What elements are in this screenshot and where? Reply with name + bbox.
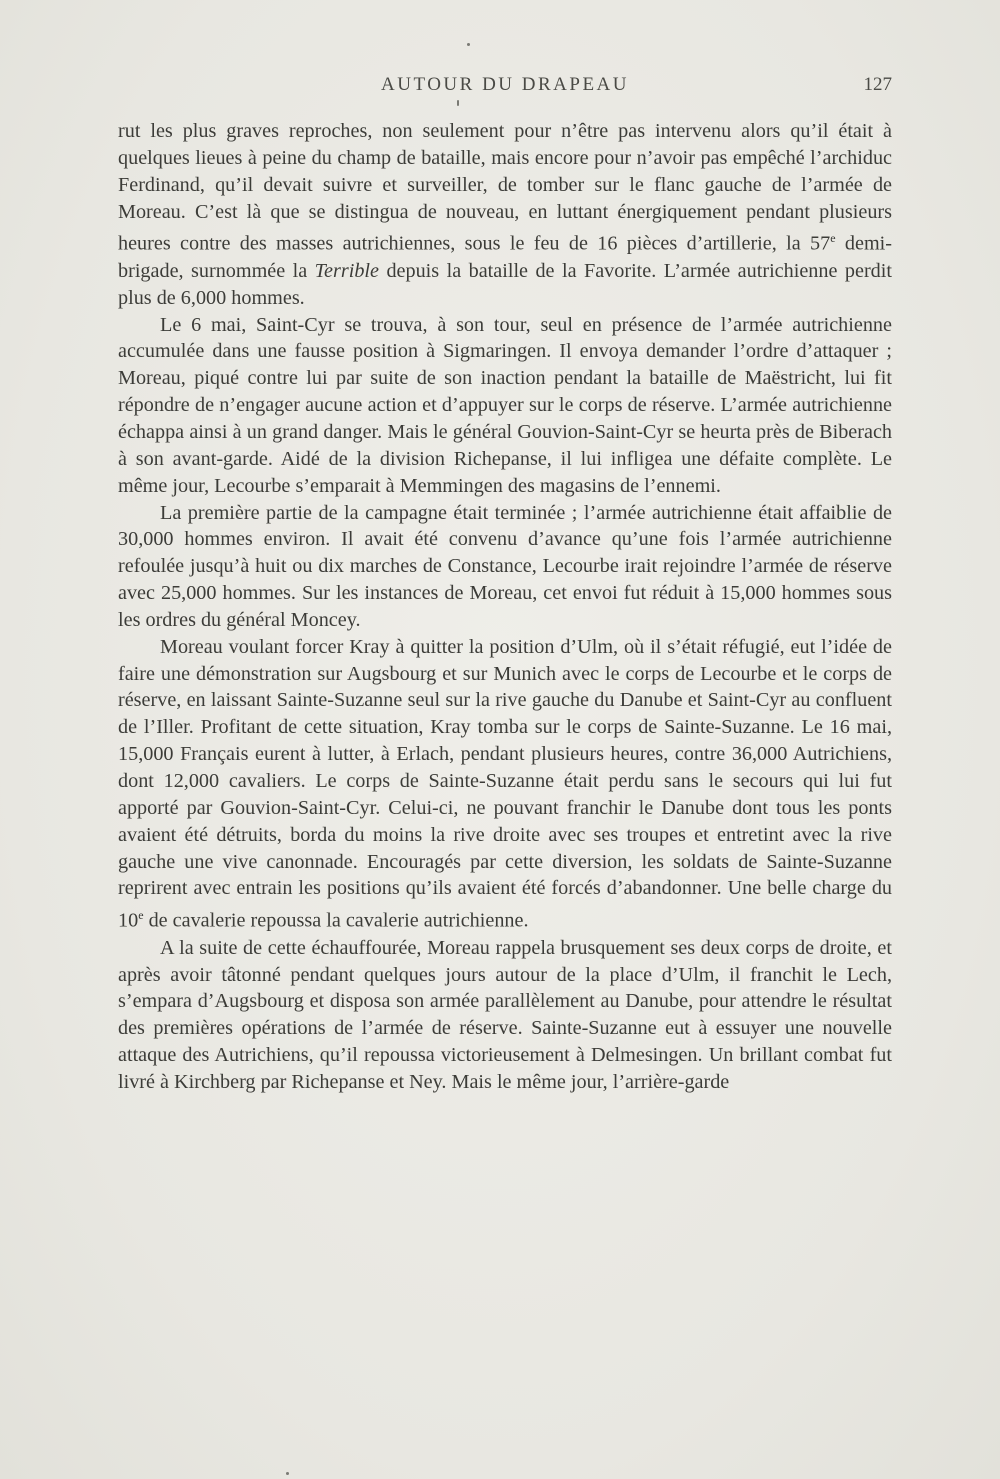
dust-speck <box>467 43 470 46</box>
text-run: A la suite de cette échauffourée, Moreau rappela brusquement ses deux corps de droite, et après avoir tâtonné pendant quelques jours autour de la place d’Ulm, il franchit le Lech, s’empara d’Augsbourg et disposa son armée parallèlement au Danube, pour attendre le résultat des premières opérations de l’armée de réserve. Sainte-Suzanne eut à essuyer une nouvelle attaque des Autrichiens, qu’il repoussa victorieusement à Delmesingen. Un brillant combat fut livré à Kirchberg par Richepanse et Ney. Mais le même jour, l’arrière-garde <box>118 936 892 1093</box>
page-header <box>118 74 892 104</box>
text-run: demi-brigade, surnommée la <box>118 233 893 282</box>
dust-speck <box>457 100 459 106</box>
page-number: 127 <box>863 74 892 95</box>
italic-text: Terrible <box>314 259 379 282</box>
text-run: de cavalerie repoussa la cavalerie autrichienne. <box>143 909 529 932</box>
paragraph-1 <box>118 118 892 312</box>
paragraph-3 <box>118 500 892 634</box>
body-text <box>118 118 892 1096</box>
running-title: AUTOUR DU DRAPEAU <box>381 74 629 95</box>
text-run: Le 6 mai, Saint-Cyr se trouva, à son tour, seul en présence de l’armée autrichienne accumulée dans une fausse position à Sigmaringen. Il envoya demander l’ordre d’attaquer ; Moreau, piqué contre lui par suite de son inaction pendant la bataille de Maëstricht, lui fit répondre de n’engager aucune action et d’appuyer sur le corps de réserve. L’armée autrichienne échappa ainsi à un grand danger. Mais le général Gouvion-Saint-Cyr se heurta près de Biberach à son avant-garde. Aidé de la division Richepanse, il lui infligea une défaite complète. Le même jour, Lecourbe s’emparait à Memmingen des magasins de l’ennemi. <box>118 313 892 497</box>
text-run: depuis la bataille de la Favorite. L’armée autrichienne perdit plus de 6,000 hommes. <box>118 259 892 309</box>
paragraph-4 <box>118 634 892 935</box>
paragraph-2 <box>118 312 892 500</box>
superscript: e <box>138 908 144 923</box>
text-run: La première partie de la campagne était terminée ; l’armée autrichienne était affaiblie de 30,000 hommes environ. Il avait été convenu d’avance qu’une fois l’armée autrichienne refoulée jusqu’à huit ou dix marches de Constance, Lecourbe irait rejoindre l’armée de réserve avec 25,000 hommes. Sur les instances de Moreau, cet envoi fut réduit à 15,000 hommes sous les ordres du général Moncey. <box>118 501 892 631</box>
dust-speck <box>286 1472 289 1475</box>
paragraph-5 <box>118 935 892 1096</box>
text-run: rut les plus graves reproches, non seulement pour n’être pas intervenu alors qu’il était à quelques lieues à peine du champ de bataille, mais encore pour n’avoir pas empêché l’archiduc Ferdinand, qu’il devait suivre et surveiller, de tomber sur le flanc gauche de l’armée de Moreau. C’est là que se distingua de nouveau, en luttant énergiquement pendant plusieurs heures contre des masses autrichiennes, sous le feu de 16 pièces d’artillerie, la 57 <box>118 120 892 256</box>
superscript: e <box>830 231 836 246</box>
text-run: Moreau voulant forcer Kray à quitter la position d’Ulm, où il s’était réfugié, eut l’idée de faire une démonstration sur Augsbourg et sur Munich avec le corps de Lecourbe et le corps de réserve, en laissant Sainte-Suzanne seul sur la rive gauche du Danube et Saint-Cyr au confluent de l’Iller. Profitant de cette situation, Kray tomba sur le corps de Sainte-Suzanne. Le 16 mai, 15,000 Français eurent à lutter, à Erlach, pendant plusieurs heures, contre 36,000 Autrichiens, dont 12,000 cavaliers. Le corps de Sainte-Suzanne était perdu sans le secours qui lui fut apporté par Gouvion-Saint-Cyr. Celui-ci, ne pouvant franchir le Danube dont tous les ponts avaient été détruits, borda du moins la rive droite avec ses troupes et entretint avec la rive gauche une vive canonnade. Encouragés par cette diversion, les soldats de Sainte-Suzanne reprirent avec entrain les positions qu’ils avaient été forcés d’abandonner. Une belle charge du 10 <box>118 635 892 932</box>
